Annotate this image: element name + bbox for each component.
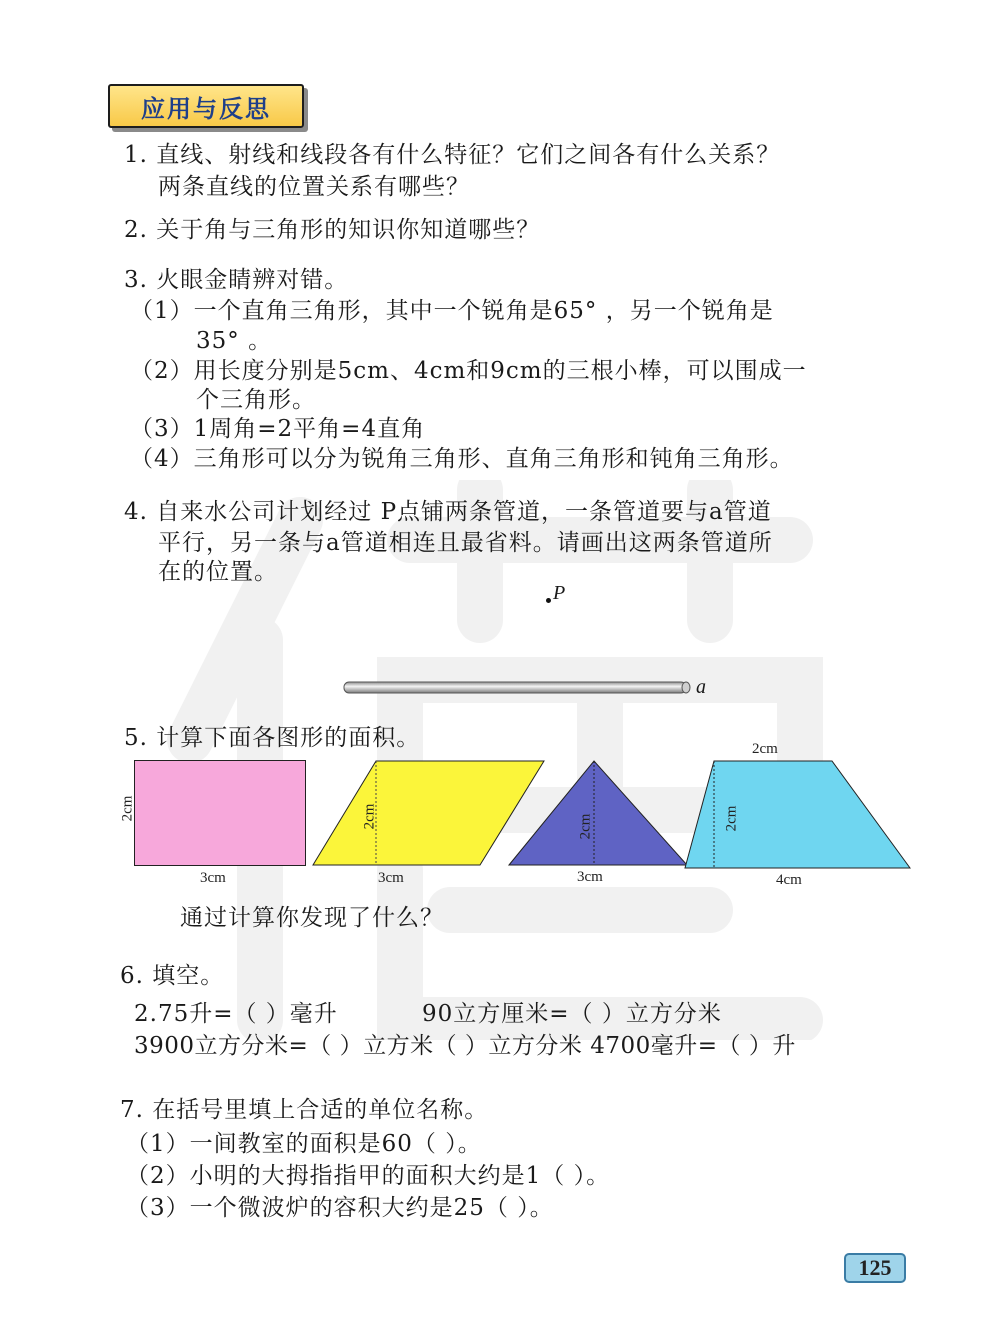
q3-item1-line2: 35° 。 <box>196 328 273 354</box>
trapezoid-shape <box>682 758 914 872</box>
pipe-a-label: a <box>696 676 706 698</box>
q6-line1-a: 2.75升=（ ）毫升 <box>134 1001 338 1027</box>
q7-item3: （3）一个微波炉的容积大约是25（ ）。 <box>126 1195 554 1221</box>
page-number: 125 <box>844 1253 906 1283</box>
q6-title: 6. 填空。 <box>120 963 225 989</box>
q3-item1-line1: （1）一个直角三角形，其中一个锐角是65° ，另一个锐角是 <box>130 298 774 324</box>
q4-line1: 4. 自来水公司计划经过 P点铺两条管道，一条管道要与a管道 <box>124 499 772 525</box>
q7-item2: （2）小明的大拇指指甲的面积大约是1（ ）。 <box>126 1163 611 1189</box>
q6-line2: 3900立方分米=（ ）立方米（ ）立方分米 4700毫升=（ ）升 <box>134 1033 796 1059</box>
q2-text: 2. 关于角与三角形的知识你知道哪些？ <box>124 217 541 243</box>
triangle-base-label: 3cm <box>577 869 603 885</box>
parallelogram-base-label: 3cm <box>378 870 404 886</box>
section-tag-application-reflection: 应用与反思 <box>108 84 304 128</box>
q3-title: 3. 火眼金睛辨对错。 <box>124 267 349 293</box>
rectangle-height-label: 2cm <box>119 795 136 822</box>
triangle-shape <box>506 758 690 868</box>
q5-title: 5. 计算下面各图形的面积。 <box>124 725 421 751</box>
parallelogram-height-label: 2cm <box>361 803 378 830</box>
q6-line1-b: 90立方厘米=（ ）立方分米 <box>422 1001 722 1027</box>
point-p-label: P <box>553 582 566 604</box>
q7-item1: （1）一间教室的面积是60（ ）。 <box>126 1131 482 1157</box>
q1-line1: 1. 直线、射线和线段各有什么特征？它们之间各有什么关系？ <box>124 142 781 168</box>
trapezoid-top-label: 2cm <box>752 741 778 757</box>
rectangle-shape <box>134 760 306 866</box>
q3-item2-line1: （2）用长度分别是5cm、4cm和9cm的三根小棒，可以围成一 <box>130 358 807 384</box>
rectangle-base-label: 3cm <box>200 870 226 886</box>
q3-item4: （4）三角形可以分为锐角三角形、直角三角形和钝角三角形。 <box>130 446 794 472</box>
q1-line2: 两条直线的位置关系有哪些？ <box>158 174 470 200</box>
triangle-height-label: 2cm <box>577 813 594 840</box>
trapezoid-height-label: 2cm <box>723 805 740 832</box>
point-p-dot <box>546 598 551 603</box>
q3-item2-line2: 个三角形。 <box>196 387 316 413</box>
q3-item3: （3）1周角=2平角=4直角 <box>130 416 426 442</box>
pipe-a <box>340 676 700 700</box>
q4-line2: 平行，另一条与a管道相连且最省料。请画出这两条管道所 <box>158 530 773 556</box>
q5-question: 通过计算你发现了什么？ <box>180 905 444 931</box>
q4-line3: 在的位置。 <box>158 559 278 585</box>
q7-title: 7. 在括号里填上合适的单位名称。 <box>120 1097 489 1123</box>
trapezoid-bottom-label: 4cm <box>776 872 802 888</box>
